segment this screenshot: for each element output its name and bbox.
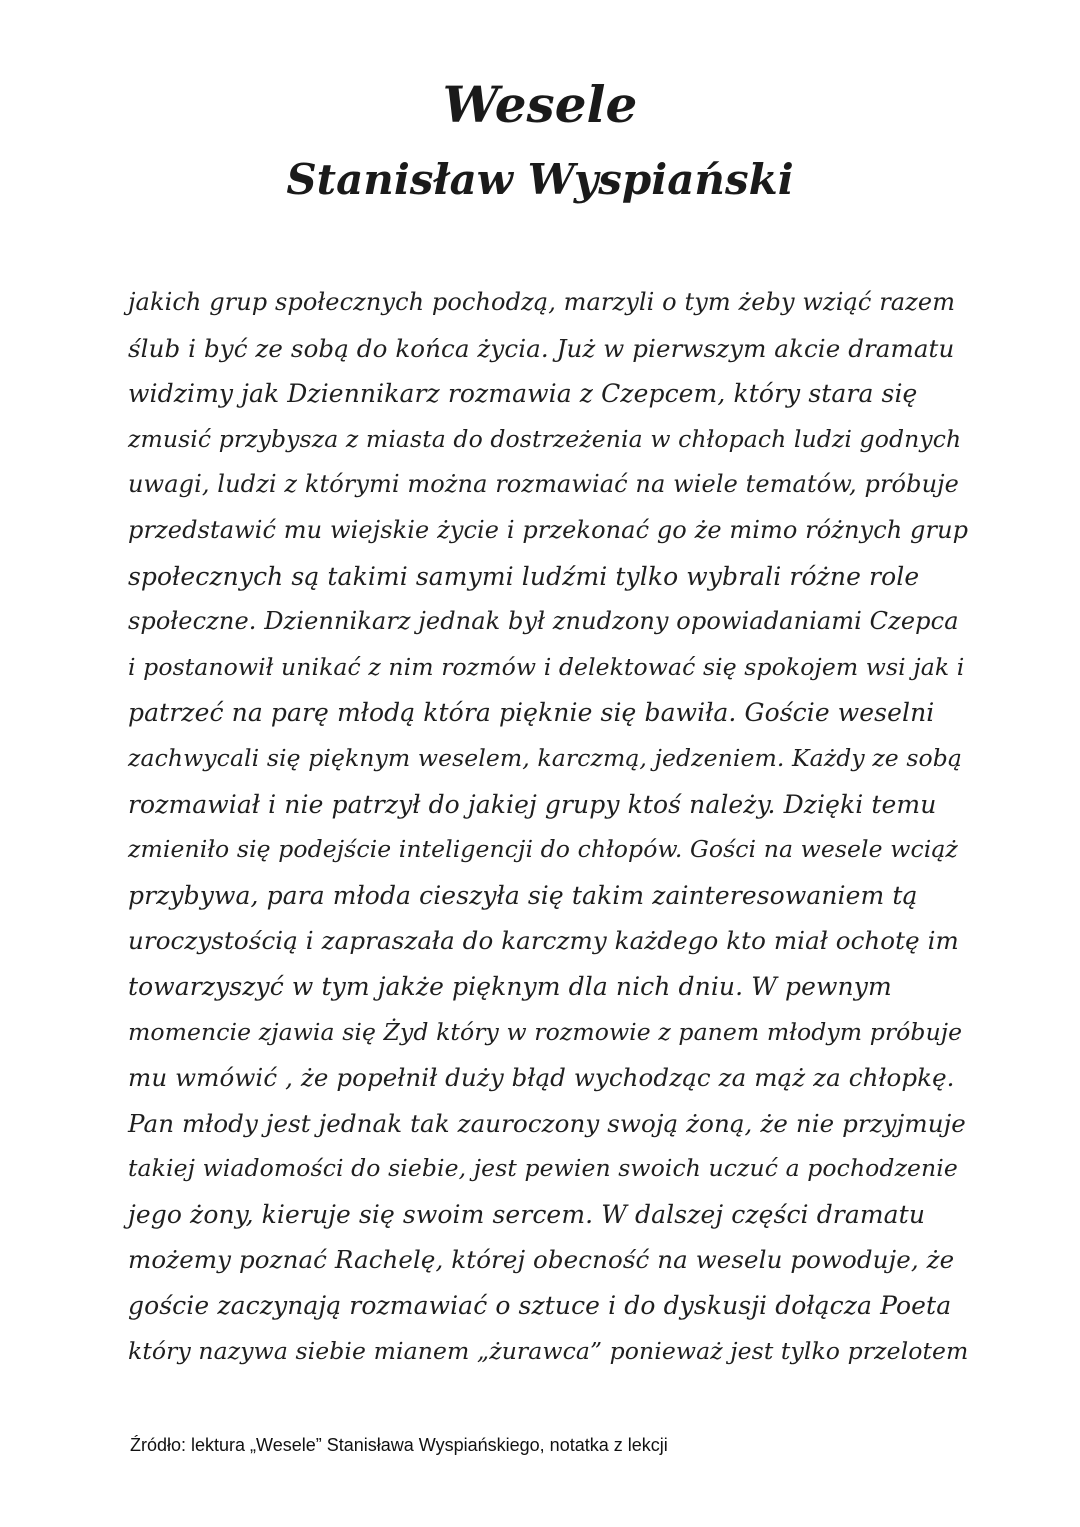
text-line: towarzyszyć w tym jakże pięknym dla nich dniu. W pewnym — [128, 971, 892, 1001]
text-line: społecznych są takimi samymi ludźmi tylko wybrali różne role — [128, 561, 920, 591]
text-line: ślub i być ze sobą do końca życia. Już w pierwszym akcie dramatu — [128, 333, 955, 363]
text-line: przedstawić mu wiejskie życie i przekonać go że mimo różnych grup — [128, 515, 969, 544]
document-title: Wesele — [442, 75, 638, 134]
document-author: Stanisław Wyspiański — [286, 155, 794, 204]
text-line: uwagi, ludzi z którymi można rozmawiać na wiele tematów, próbuje — [128, 470, 959, 499]
text-line: jego żony, kieruje się swoim sercem. W dalszej części dramatu — [128, 1199, 926, 1229]
text-line: rozmawiał i nie patrzył do jakiej grupy ktoś należy. Dzięki temu — [128, 789, 937, 819]
text-line: uroczystością i zapraszała do karczmy każdego kto miał ochotę im — [128, 926, 959, 956]
text-line: takiej wiadomości do siebie, jest pewien swoich uczuć a pochodzenie — [128, 1154, 958, 1183]
text-line: zmusić przybysza z miasta do dostrzeżenia w chłopach ludzi godnych — [128, 424, 962, 453]
text-line: widzimy jak Dziennikarz rozmawia z Czepcem, który stara się — [128, 379, 918, 409]
text-line: zmieniło się podejście inteligencji do chłopów. Gości na wesele wciąż — [128, 835, 958, 864]
text-line: jakich grup społecznych pochodzą, marzyli o tym żeby wziąć razem — [128, 288, 956, 316]
text-line: momencie zjawia się Żyd który w rozmowie z panem młodym próbuje — [128, 1017, 963, 1046]
text-line: który nazywa siebie mianem „żurawca” ponieważ jest tylko przelotem — [128, 1336, 969, 1365]
text-line: Pan młody jest jednak tak zauroczony swoją żoną, że nie przyjmuje — [128, 1108, 966, 1138]
text-line: goście zaczynają rozmawiać o sztuce i do dyskusji dołącza Poeta — [128, 1291, 952, 1321]
text-line: przybywa, para młoda cieszyła się takim zainteresowaniem tą — [128, 880, 918, 910]
text-line: społeczne. Dziennikarz jednak był znudzony opowiadaniami Czepca — [128, 607, 959, 636]
body-text — [128, 280, 968, 1374]
text-line: mu wmówić , że popełnił duży błąd wychodząc za mąż za chłopkę. — [128, 1063, 955, 1093]
text-line: i postanowił unikać z nim rozmów i delektować się spokojem wsi jak i — [128, 652, 965, 681]
text-line: możemy poznać Rachelę, której obecność na weselu powoduje, że — [128, 1245, 955, 1275]
source-note: Źródło: lektura „Wesele” Stanisława Wyspiańskiego, notatka z lekcji — [130, 1435, 668, 1455]
text-line: patrzeć na parę młodą która pięknie się bawiła. Goście weselni — [128, 698, 935, 728]
text-line: zachwycali się pięknym weselem, karczmą, jedzeniem. Każdy ze sobą — [128, 743, 963, 772]
